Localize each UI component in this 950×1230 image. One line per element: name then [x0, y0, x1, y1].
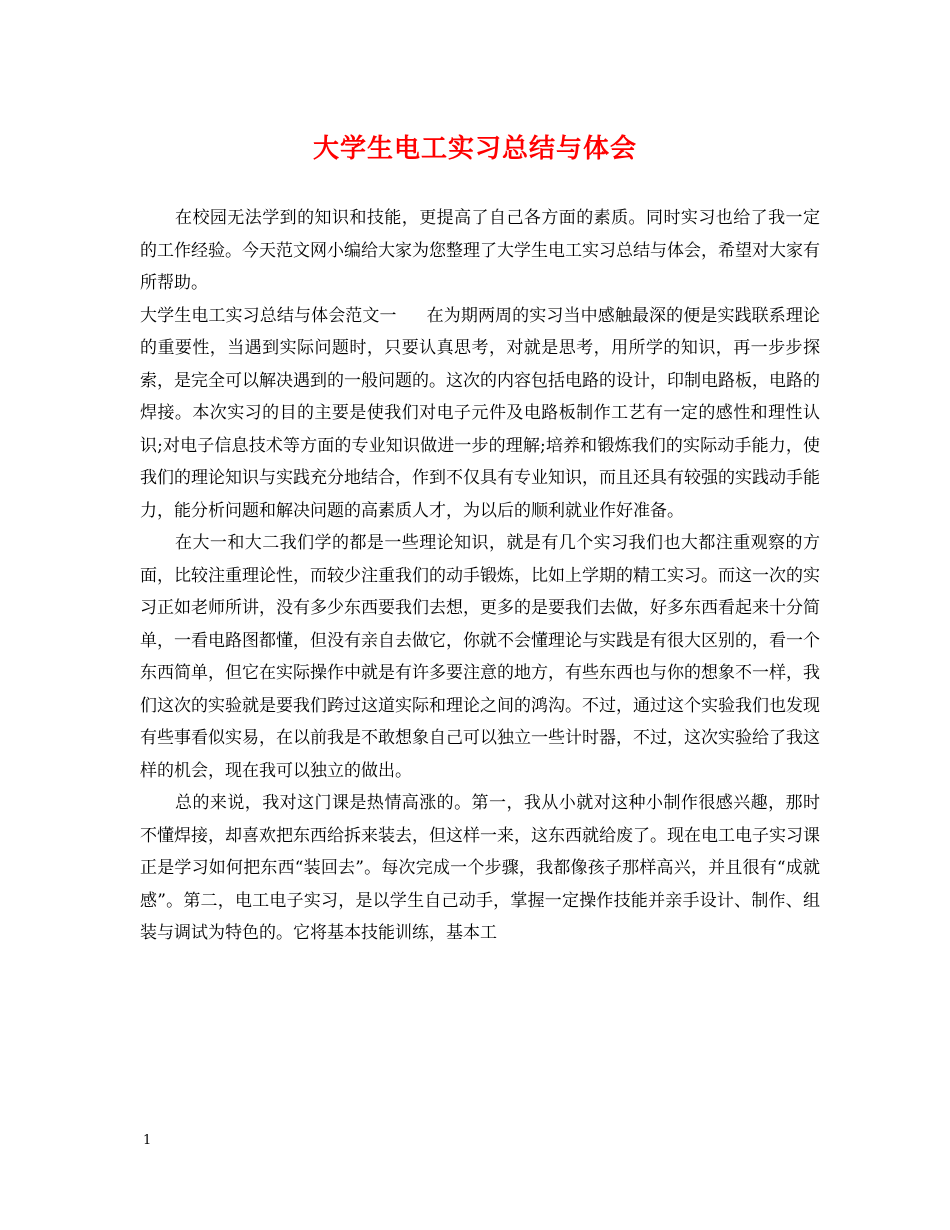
page-number: 1: [143, 1133, 152, 1148]
section-text: 在为期两周的实习当中感触最深的便是实践联系理论的重要性，当遇到实际问题时，只要认真思考，对就是思考，用所学的知识，再一步步探索，是完全可以解决遇到的一般问题的。这次的内容包括电路的设计，印制电路板，电路的焊接。本次实习的目的主要是使我们对电子元件及电路板制作工艺有一定的感性和理性认识;对电子信息技术等方面的专业知识做进一步的理解;培养和锻炼我们的实际动手能力，使我们的理论知识与实践充分地结合，作到不仅具有专业知识，而且还具有较强的实践动手能力，能分析问题和解决问题的高素质人才，为以后的顺利就业作好准备。: [140, 305, 821, 521]
intro-paragraph: 在校园无法学到的知识和技能，更提高了自己各方面的素质。同时实习也给了我一定的工作经验。今天范文网小编给大家为您整理了大学生电工实习总结与体会，希望对大家有所帮助。: [140, 208, 820, 293]
body-paragraph-2: 在大一和大二我们学的都是一些理论知识，就是有几个实习我们也大都注重观察的方面，比较注重理论性，而较少注重我们的动手锻炼，比如上学期的精工实习。而这一次的实习正如老师所讲，没有多少东西要我们去想，更多的是要我们去做，好多东西看起来十分简单，一看电路图都懂，但没有亲自去做它，你就不会懂理论与实践是有很大区别的，看一个东西简单，但它在实际操作中就是有许多要注意的地方，有些东西也与你的想象不一样，我们这次的实验就是要我们跨过这道实际和理论之间的鸿沟。不过，通过这个实验我们也发现有些事看似实易，在以前我是不敢想象自己可以独立一些计时器，不过，这次实验给了我这样的机会，现在我可以独立的做出。: [140, 533, 820, 781]
document-body: [140, 202, 820, 950]
section-heading: 大学生电工实习总结与体会范文一: [140, 305, 397, 326]
document-title: 大学生电工实习总结与体会: [312, 134, 637, 164]
section-paragraph: [140, 300, 820, 528]
body-paragraph-3: 总的来说，我对这门课是热情高涨的。第一，我从小就对这种小制作很感兴趣，那时不懂焊接，却喜欢把东西给拆来装去，但这样一来，这东西就给废了。现在电工电子实习课正是学习如何把东西“装回去”。每次完成一个步骤，我都像孩子那样高兴，并且很有“成就感”。第二，电工电子实习，是以学生自己动手，掌握一定操作技能并亲手设计、制作、组装与调试为特色的。它将基本技能训练，基本工: [140, 793, 820, 943]
